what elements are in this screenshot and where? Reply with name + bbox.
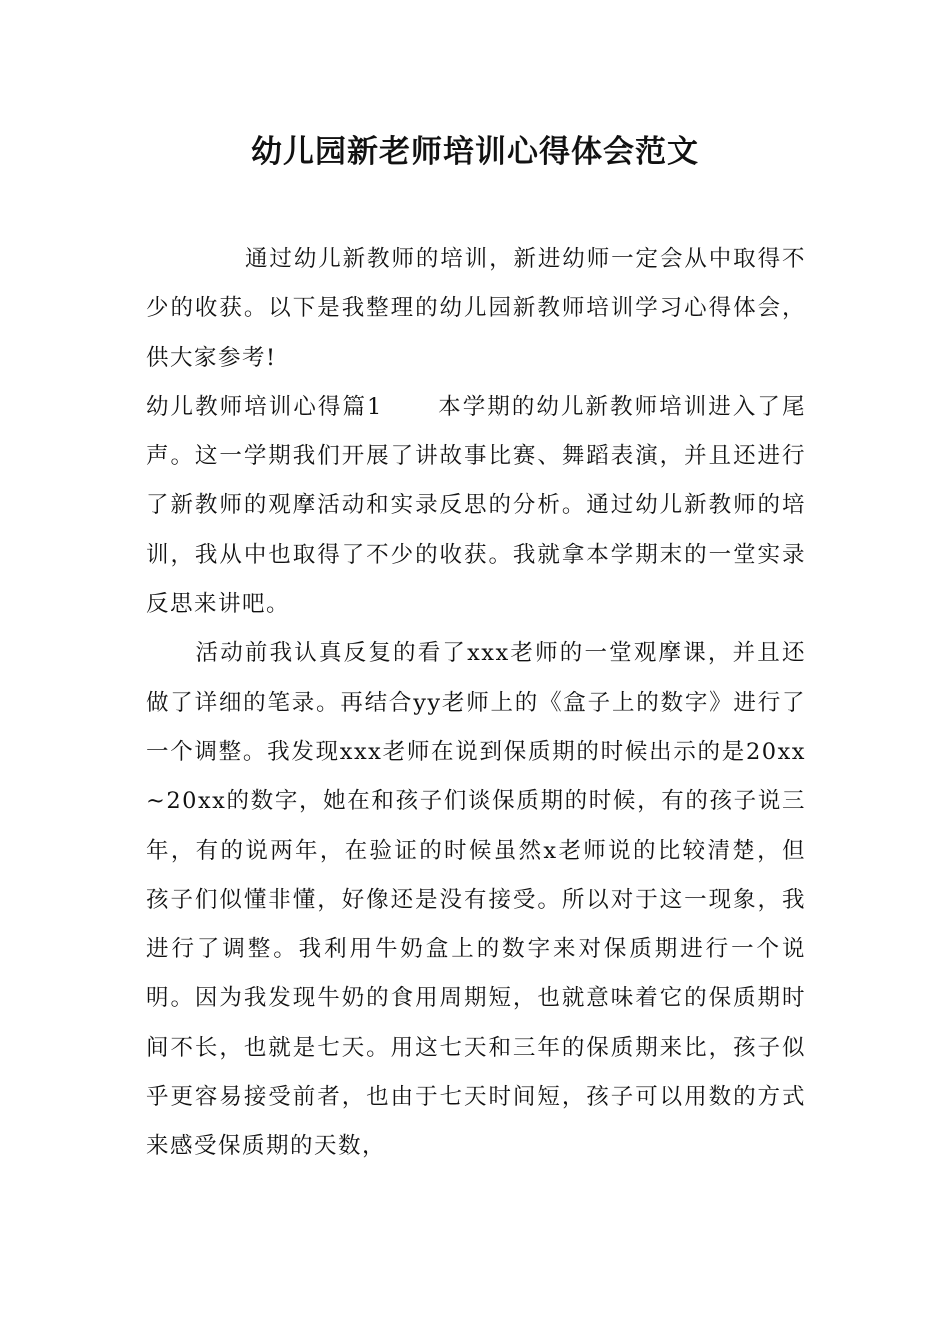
section-1-paragraph [146, 383, 806, 629]
document-body [146, 235, 806, 1172]
intro-paragraph: 通过幼儿新教师的培训，新进幼师一定会从中取得不少的收获。以下是我整理的幼儿园新教师培训学习心得体会，供大家参考! [146, 246, 806, 371]
document-title: 幼儿园新老师培训心得体会范文 [251, 134, 699, 170]
heading-spacer [383, 394, 438, 420]
section-1-text: 本学期的幼儿新教师培训进入了尾声。这一学期我们开展了讲故事比赛、舞蹈表演，并且还进行了新教师的观摩活动和实录反思的分析。通过幼儿新教师的培训，我从中也取得了不少的收获。我就拿本学期末的一堂实录反思来讲吧。 [146, 393, 806, 618]
section-1-heading: 幼儿教师培训心得篇1 [146, 393, 383, 420]
paragraph-2: 活动前我认真反复的看了xxx老师的一堂观摩课，并且还做了详细的笔录。再结合yy老师上的《盒子上的数字》进行了一个调整。我发现xxx老师在说到保质期的时候出示的是20xx~20xx的数字，她在和孩子们谈保质期的时候，有的孩子说三年，有的说两年，在验证的时候虽然x老师说的比较清楚，但孩子们似懂非懂，好像还是没有接受。所以对于这一现象，我进行了调整。我利用牛奶盒上的数字来对保质期进行一个说明。因为我发现牛奶的食用周期短，也就意味着它的保质期时间不长，也就是七天。用这七天和三年的保质期来比，孩子似乎更容易接受前者，也由于七天时间短，孩子可以用数的方式来感受保质期的天数， [146, 640, 806, 1160]
